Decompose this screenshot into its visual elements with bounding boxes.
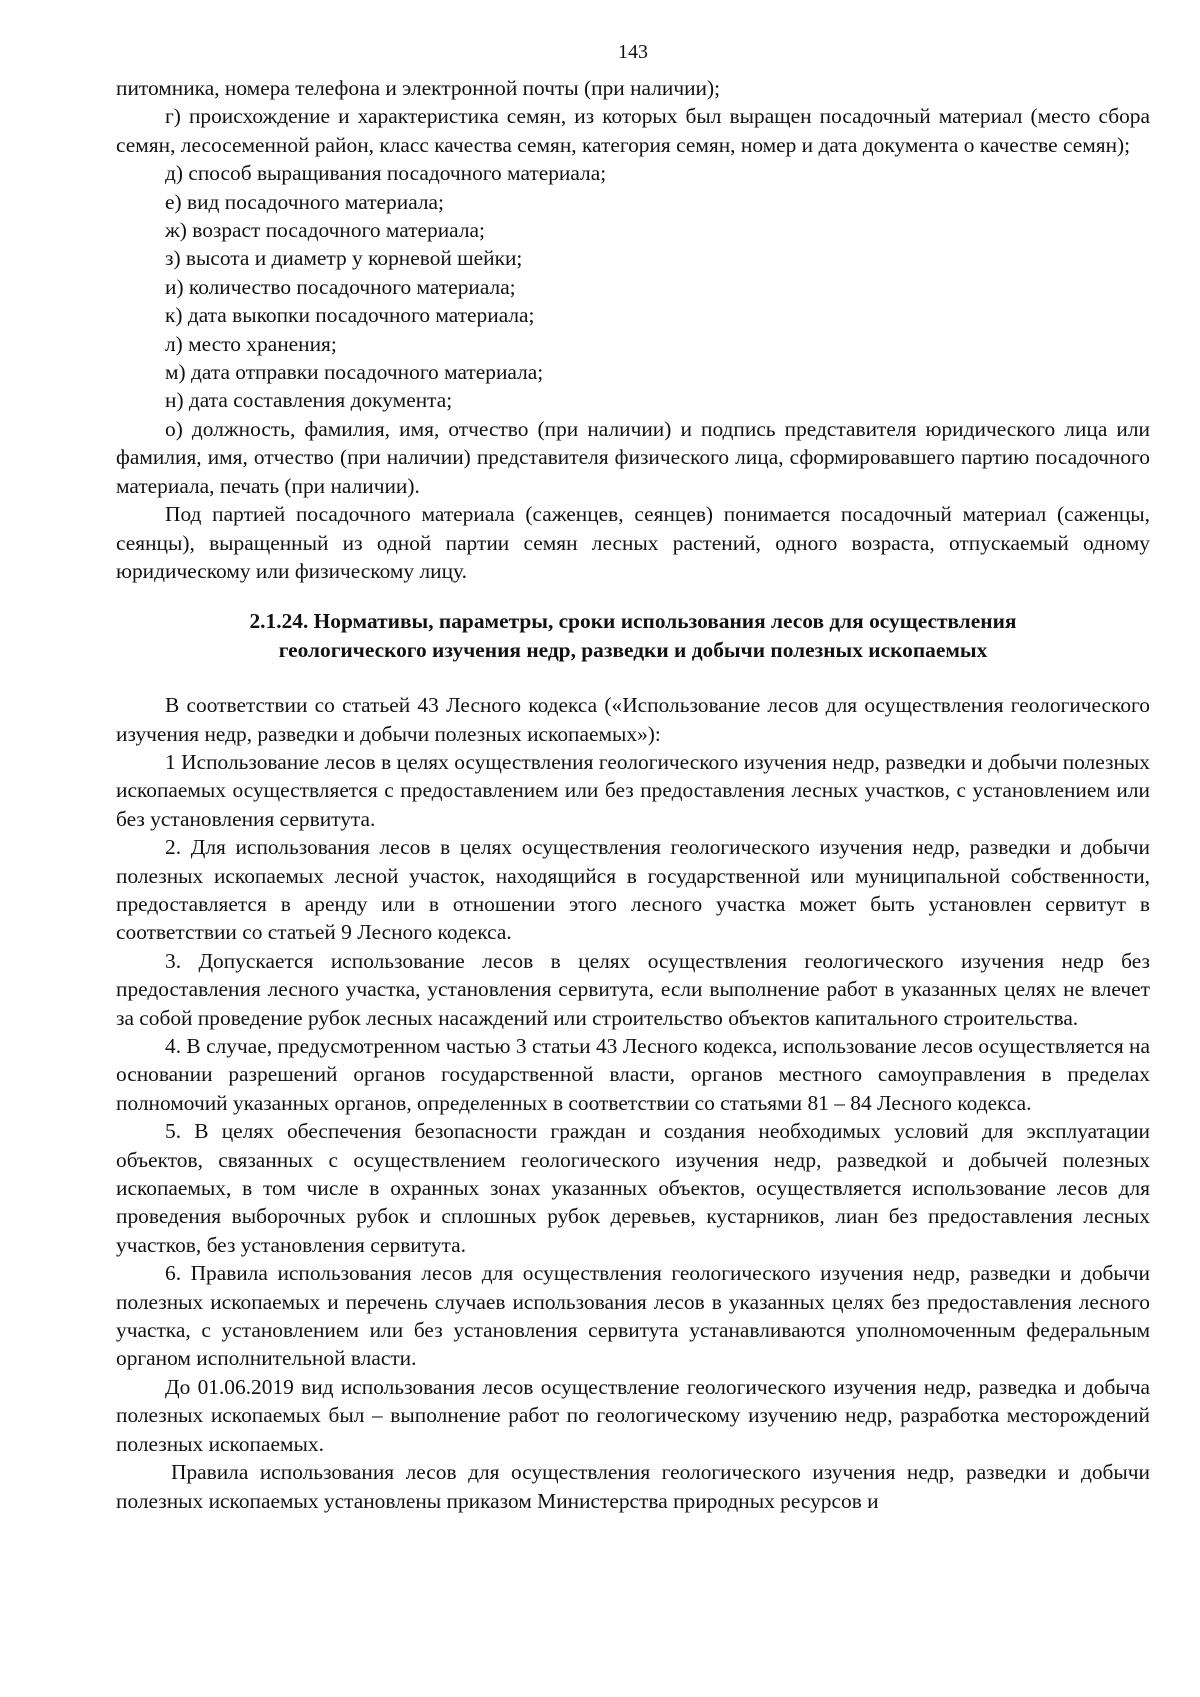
list-item-g: г) происхождение и характеристика семян, из которых был выращен посадочный материал (место сбора семян, лесосеменной район, класс качества семян, категория семян, номер и дата документа о качестве семян); bbox=[116, 104, 1150, 157]
list-item-k: к) дата выкопки посадочного материала; bbox=[165, 303, 535, 328]
section-paragraph-8: Правила использования лесов для осуществления геологического изучения недр, разведки и добычи полезных ископаемых установлены приказом Министерства природных ресурсов и bbox=[116, 1460, 1150, 1513]
list-item-n: н) дата составления документа; bbox=[165, 388, 453, 413]
section-paragraph-2: 2. Для использования лесов в целях осуществления геологического изучения недр, разведки и добычи полезных ископаемых лесной участок, находящийся в государственной или муниципальной собственности, предоставляется в аренду или в отношении этого лесного участка может быть установлен сервитут в соответствии со статьей 9 Лесного кодекса. bbox=[116, 835, 1150, 945]
list-continuation bbox=[116, 74, 1150, 585]
section-paragraph-3: 3. Допускается использование лесов в целях осуществления геологического изучения недр без предоставления лесного участка, установления сервитута, если выполнение работ в указанных целях не влечет за собой проведение рубок лесных насаждений или строительство объектов капитального строительства. bbox=[116, 948, 1150, 1030]
list-item-o: о) должность, фамилия, имя, отчество (при наличии) и подпись представителя юридического лица или фамилия, имя, отчество (при наличии) представителя физического лица, сформировавшего партию посадочного материала, печать (при наличии). bbox=[116, 416, 1150, 498]
section-intro-paragraph: В соответствии со статьей 43 Лесного кодекса («Использование лесов для осуществления геологического изучения недр, разведки и добычи полезных ископаемых»): bbox=[116, 693, 1150, 746]
list-item-e: е) вид посадочного материала; bbox=[165, 189, 444, 214]
document-page bbox=[116, 0, 1150, 1515]
section-paragraph-6: 6. Правила использования лесов для осуществления геологического изучения недр, разведки и добычи полезных ископаемых и перечень случаев использования лесов в указанных целях без предоставления лесного участка, с установлением или без установления сервитута устанавливаются уполномоченным федеральным органом исполнительной власти. bbox=[116, 1261, 1150, 1371]
batch-definition-paragraph: Под партией посадочного материала (саженцев, сеянцев) понимается посадочный материал (саженцы, сеянцы), выращенный из одной партии семян лесных растений, одного возраста, отпускаемый одному юридическому или физическому лицу. bbox=[116, 502, 1150, 583]
section-paragraph-4: 4. В случае, предусмотренном частью 3 статьи 43 Лесного кодекса, использование лесов осуществляется на основании разрешений органов государственной власти, органов местного самоуправления в пределах полномочий указанных органов, определенных в соответствии со статьями 81 – 84 Лесного кодекса. bbox=[116, 1034, 1150, 1115]
section-paragraph-5: 5. В целях обеспечения безопасности граждан и создания необходимых условий для эксплуатации объектов, связанных с осуществлением геологического изучения недр, разведкой и добычей полезных ископаемых, в том числе в охранных зонах указанных объектов, осуществляется использование лесов для проведения выборочных рубок и сплошных рубок деревьев, кустарников, лиан без предоставления лесных участков, без установления сервитута. bbox=[116, 1119, 1150, 1257]
list-item-z: з) высота и диаметр у корневой шейки; bbox=[165, 246, 523, 271]
section-heading bbox=[116, 607, 1150, 664]
list-item-l: л) место хранения; bbox=[165, 331, 337, 356]
list-item-d: д) способ выращивания посадочного материала; bbox=[165, 161, 607, 186]
section-heading-line-1: 2.1.24. Нормативы, параметры, сроки использования лесов для осуществления bbox=[249, 609, 1017, 634]
paragraph-continuation: питомника, номера телефона и электронной почты (при наличии); bbox=[116, 76, 721, 100]
section-heading-line-2: геологического изучения недр, разведки и добычи полезных ископаемых bbox=[278, 637, 988, 662]
section-paragraph-7: До 01.06.2019 вид использования лесов осуществление геологического изучения недр, разведка и добыча полезных ископаемых был – выполнение работ по геологическому изучению недр, разработка месторождений полезных ископаемых. bbox=[116, 1374, 1150, 1456]
section-body bbox=[116, 691, 1150, 1515]
section-paragraph-1: 1 Использование лесов в целях осуществления геологического изучения недр, разведки и добычи полезных ископаемых осуществляется с предоставлением или без предоставления лесных участков, с установлением или без установления сервитута. bbox=[116, 749, 1150, 831]
page-number: 143 bbox=[618, 41, 648, 63]
list-item-m: м) дата отправки посадочного материала; bbox=[165, 360, 544, 385]
list-item-zh: ж) возраст посадочного материала; bbox=[165, 218, 485, 243]
list-item-i: и) количество посадочного материала; bbox=[165, 274, 516, 299]
